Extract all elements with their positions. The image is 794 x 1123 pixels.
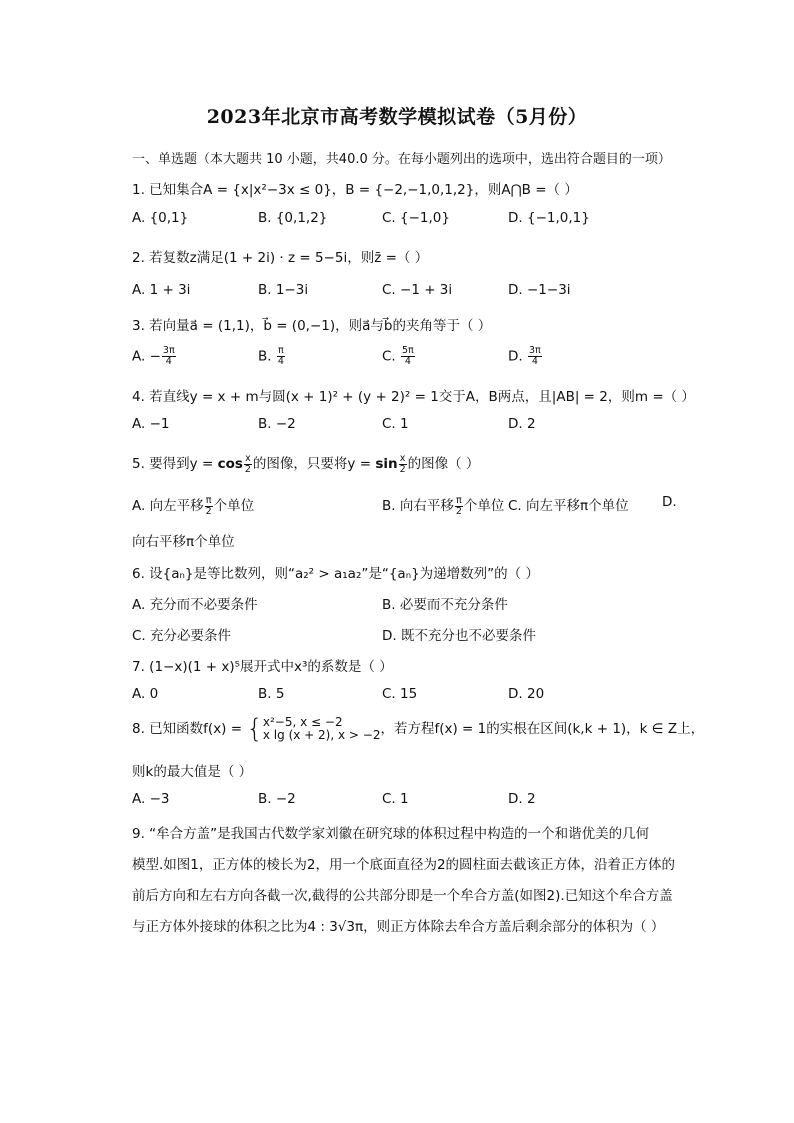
- fraction-denominator: 2: [244, 463, 251, 475]
- question-5-option-c: C. 向左平移π个单位: [508, 498, 629, 514]
- question-5-option-b: [382, 494, 504, 517]
- question-5-option-d-label: D.: [662, 494, 677, 510]
- question-9-line-2: 模型.如图1，正方体的棱长为2，用一个底面直径为2的圆柱面去截该正方体，沿着正方体的: [132, 857, 676, 873]
- page-title: 2023年北京市高考数学模拟试卷（5月份）: [206, 106, 588, 128]
- option-text: 个单位: [213, 498, 255, 514]
- fraction-numerator: 3π: [528, 345, 541, 356]
- question-5-option-a: [132, 494, 254, 517]
- stem-text: 8. 已知函数f(x) =: [132, 721, 247, 737]
- option-text: 个单位: [463, 498, 505, 514]
- question-3-stem: 3. 若向量a⃗ = (1,1)，b⃗ = (0,−1)，则a⃗与b⃗的夹角等于（ ）: [132, 318, 492, 334]
- fraction-numerator: 5π: [402, 345, 414, 356]
- fraction: [162, 346, 176, 367]
- fraction: [455, 496, 463, 517]
- fraction: [401, 346, 415, 367]
- question-2-stem: 2. 若复数z满足(1 + 2i) · z = 5−5i，则z̄ =（ ）: [132, 250, 429, 266]
- option-label: A.: [132, 348, 146, 365]
- question-2-option-d: D. −1−3i: [508, 282, 571, 298]
- fraction-denominator: 4: [165, 356, 172, 367]
- question-4-option-b: B. −2: [258, 416, 296, 432]
- question-1-option-c: C. {−1,0}: [382, 210, 450, 226]
- question-1-option-a: A. {0,1}: [132, 210, 189, 226]
- question-8-option-b: B. −2: [258, 791, 296, 807]
- section-heading: 一、单选题（本大题共 10 小题，共40.0 分。在每小题列出的选项中，选出符合题目的一项）: [132, 152, 671, 167]
- fraction-numerator: 3π: [162, 345, 175, 356]
- question-3-option-b: [258, 346, 286, 367]
- option-sign: −: [149, 348, 161, 365]
- fraction: [205, 496, 213, 517]
- option-text: B. 向右平移: [382, 498, 454, 514]
- question-9-line-4: 与正方体外接球的体积之比为4 : 3√3π，则正方体除去牟合方盖后剩余部分的体积为（ ）: [132, 919, 665, 935]
- fraction: [277, 346, 285, 367]
- question-6-option-d: D. 既不充分也不必要条件: [382, 628, 536, 644]
- piece-1: x²−5, x ≤ −2: [262, 715, 343, 729]
- question-7-option-b: B. 5: [258, 686, 285, 702]
- question-1-option-b: B. {0,1,2}: [258, 210, 328, 226]
- fraction: [528, 346, 542, 367]
- question-7-option-a: A. 0: [132, 686, 159, 702]
- question-4-option-d: D. 2: [508, 416, 536, 432]
- question-3-option-d: [508, 346, 543, 367]
- question-9-line-3: 前后方向和左右方向各截一次,截得的公共部分即是一个牟合方盖(如图2).已知这个牟合方盖: [132, 888, 673, 904]
- question-1-stem: 1. 已知集合A = {x|x²−3x ≤ 0}，B = {−2,−1,0,1,2}，则A⋂B =（ ）: [132, 182, 578, 198]
- cos-function: cos: [217, 456, 243, 472]
- fraction-numerator: π: [205, 494, 212, 506]
- fraction-numerator: x: [399, 452, 406, 464]
- question-6-option-b: B. 必要而不充分条件: [382, 597, 508, 613]
- question-8-stem: [132, 716, 704, 742]
- piecewise-function: [263, 716, 381, 742]
- piece-2: x lg (x + 2), x > −2: [262, 728, 381, 742]
- fraction-numerator: π: [278, 345, 284, 356]
- brace-icon: {: [246, 714, 263, 744]
- question-6-option-a: A. 充分而不必要条件: [132, 597, 258, 613]
- fraction-denominator: 4: [404, 356, 411, 367]
- option-label: D.: [508, 348, 523, 365]
- option-label: B.: [258, 348, 272, 365]
- stem-text: 的图像，只要将y =: [252, 456, 376, 472]
- question-6-stem: 6. 设{aₙ}是等比数列，则“a₂² > a₁a₂”是“{aₙ}为递增数列”的（ ）: [132, 566, 539, 582]
- question-2-option-b: B. 1−3i: [258, 282, 309, 298]
- option-label: C.: [382, 348, 396, 365]
- sin-function: sin: [375, 456, 398, 472]
- fraction-numerator: x: [245, 452, 251, 464]
- fraction: [399, 454, 407, 475]
- fraction-denominator: 4: [277, 356, 284, 367]
- question-3-option-a: [132, 346, 177, 367]
- fraction: [244, 454, 252, 475]
- question-4-option-c: C. 1: [382, 416, 409, 432]
- fraction-denominator: 4: [531, 356, 538, 367]
- fraction-denominator: 2: [455, 505, 462, 517]
- question-8-stem-cont: 则k的最大值是（ ）: [132, 764, 253, 780]
- question-3-option-c: [382, 346, 416, 367]
- question-7-stem: 7. (1−x)(1 + x)⁵展开式中x³的系数是（ ）: [132, 659, 393, 675]
- question-6-option-c: C. 充分必要条件: [132, 628, 232, 644]
- question-4-stem: 4. 若直线y = x + m与圆(x + 1)² + (y + 2)² = 1交于A，B两点，且|AB| = 2，则m =（ ）: [132, 389, 695, 405]
- stem-text: 的图像（ ）: [407, 456, 480, 472]
- stem-text: 5. 要得到y =: [132, 456, 218, 472]
- fraction-denominator: 2: [205, 505, 212, 517]
- question-8-option-d: D. 2: [508, 791, 536, 807]
- question-5-stem: [132, 452, 479, 475]
- question-7-option-d: D. 20: [508, 686, 545, 702]
- question-5-option-d: 向右平移π个单位: [132, 534, 235, 550]
- stem-text: ，若方程f(x) = 1的实根在区间(k,k + 1)，k ∈ Z上，: [380, 721, 705, 737]
- fraction-denominator: 2: [399, 463, 406, 475]
- fraction-numerator: π: [456, 494, 462, 506]
- question-9-line-1: 9. “牟合方盖”是我国古代数学家刘徽在研究球的体积过程中构造的一个和谐优美的几何: [132, 826, 650, 842]
- question-1-option-d: D. {−1,0,1}: [508, 210, 590, 226]
- question-7-option-c: C. 15: [382, 686, 418, 702]
- question-8-option-a: A. −3: [132, 791, 170, 807]
- question-8-option-c: C. 1: [382, 791, 409, 807]
- question-2-option-c: C. −1 + 3i: [382, 282, 453, 298]
- question-2-option-a: A. 1 + 3i: [132, 282, 191, 298]
- question-4-option-a: A. −1: [132, 416, 170, 432]
- option-text: A. 向左平移: [132, 498, 204, 514]
